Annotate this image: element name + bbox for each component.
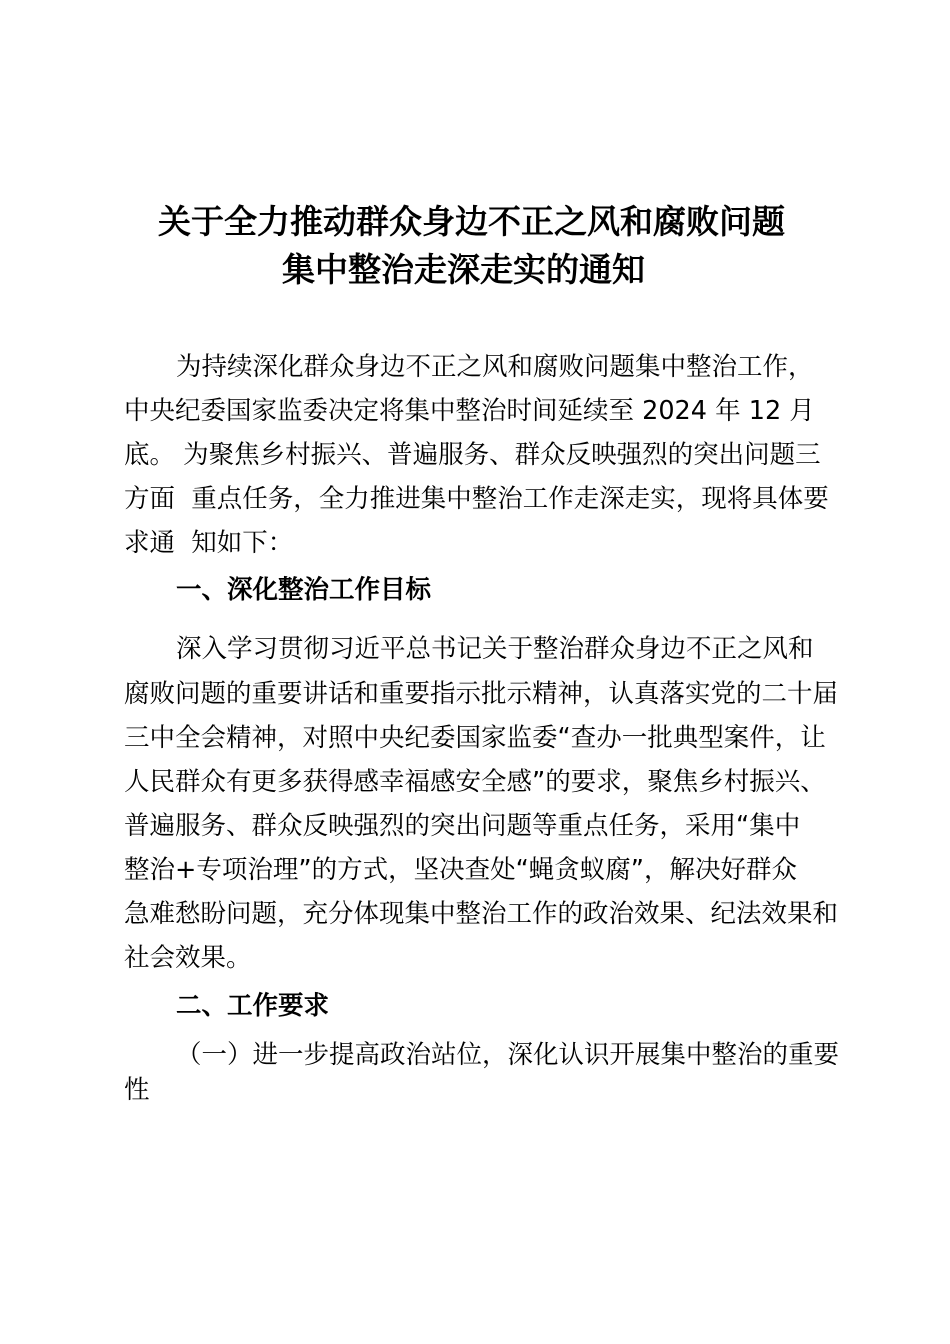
- document-title-line-2: 集中整治走深走实的通知: [282, 250, 645, 289]
- section-1-line-7: 急难愁盼问题，充分体现集中整治工作的政治效果、纪法效果和: [124, 899, 839, 929]
- document-title-line-1: 关于全力推动群众身边不正之风和腐败问题: [158, 202, 785, 241]
- section-2-sub-1-line-1: （一）进一步提高政治站位，深化认识开展集中整治的重要: [176, 1040, 840, 1070]
- intro-line-5: 求通 知如下：: [124, 528, 294, 558]
- section-2-heading: 二、工作要求: [176, 991, 330, 1021]
- intro-line-2: 中央纪委国家监委决定将集中整治时间延续至 2024 年 12 月: [124, 396, 815, 426]
- section-1-heading: 一、深化整治工作目标: [176, 575, 432, 605]
- intro-line-1: 为持续深化群众身边不正之风和腐败问题集中整治工作，: [176, 352, 814, 382]
- intro-line-4: 方面 重点任务，全力推进集中整治工作走深走实，现将具体要: [124, 484, 829, 514]
- section-1-line-2: 腐败问题的重要讲话和重要指示批示精神，认真落实党的二十届: [124, 679, 839, 709]
- section-1-line-6: 整治+专项治理”的方式，坚决查处“蝇贪蚁腐”，解决好群众: [124, 855, 797, 885]
- section-1-line-5: 普遍服务、群众反映强烈的突出问题等重点任务，采用“集中: [124, 811, 801, 841]
- section-1-line-3: 三中全会精神，对照中央纪委国家监委“查办一批典型案件，让: [124, 723, 826, 753]
- section-2-sub-1-line-2: 性: [124, 1075, 150, 1105]
- section-1-line-8: 社会效果。: [124, 943, 252, 973]
- section-1-line-1: 深入学习贯彻习近平总书记关于整治群众身边不正之风和: [176, 634, 814, 664]
- section-1-line-4: 人民群众有更多获得感幸福感安全感”的要求，聚焦乡村振兴、: [124, 767, 826, 797]
- intro-line-3: 底。 为聚焦乡村振兴、普遍服务、群众反映强烈的突出问题三: [124, 440, 821, 470]
